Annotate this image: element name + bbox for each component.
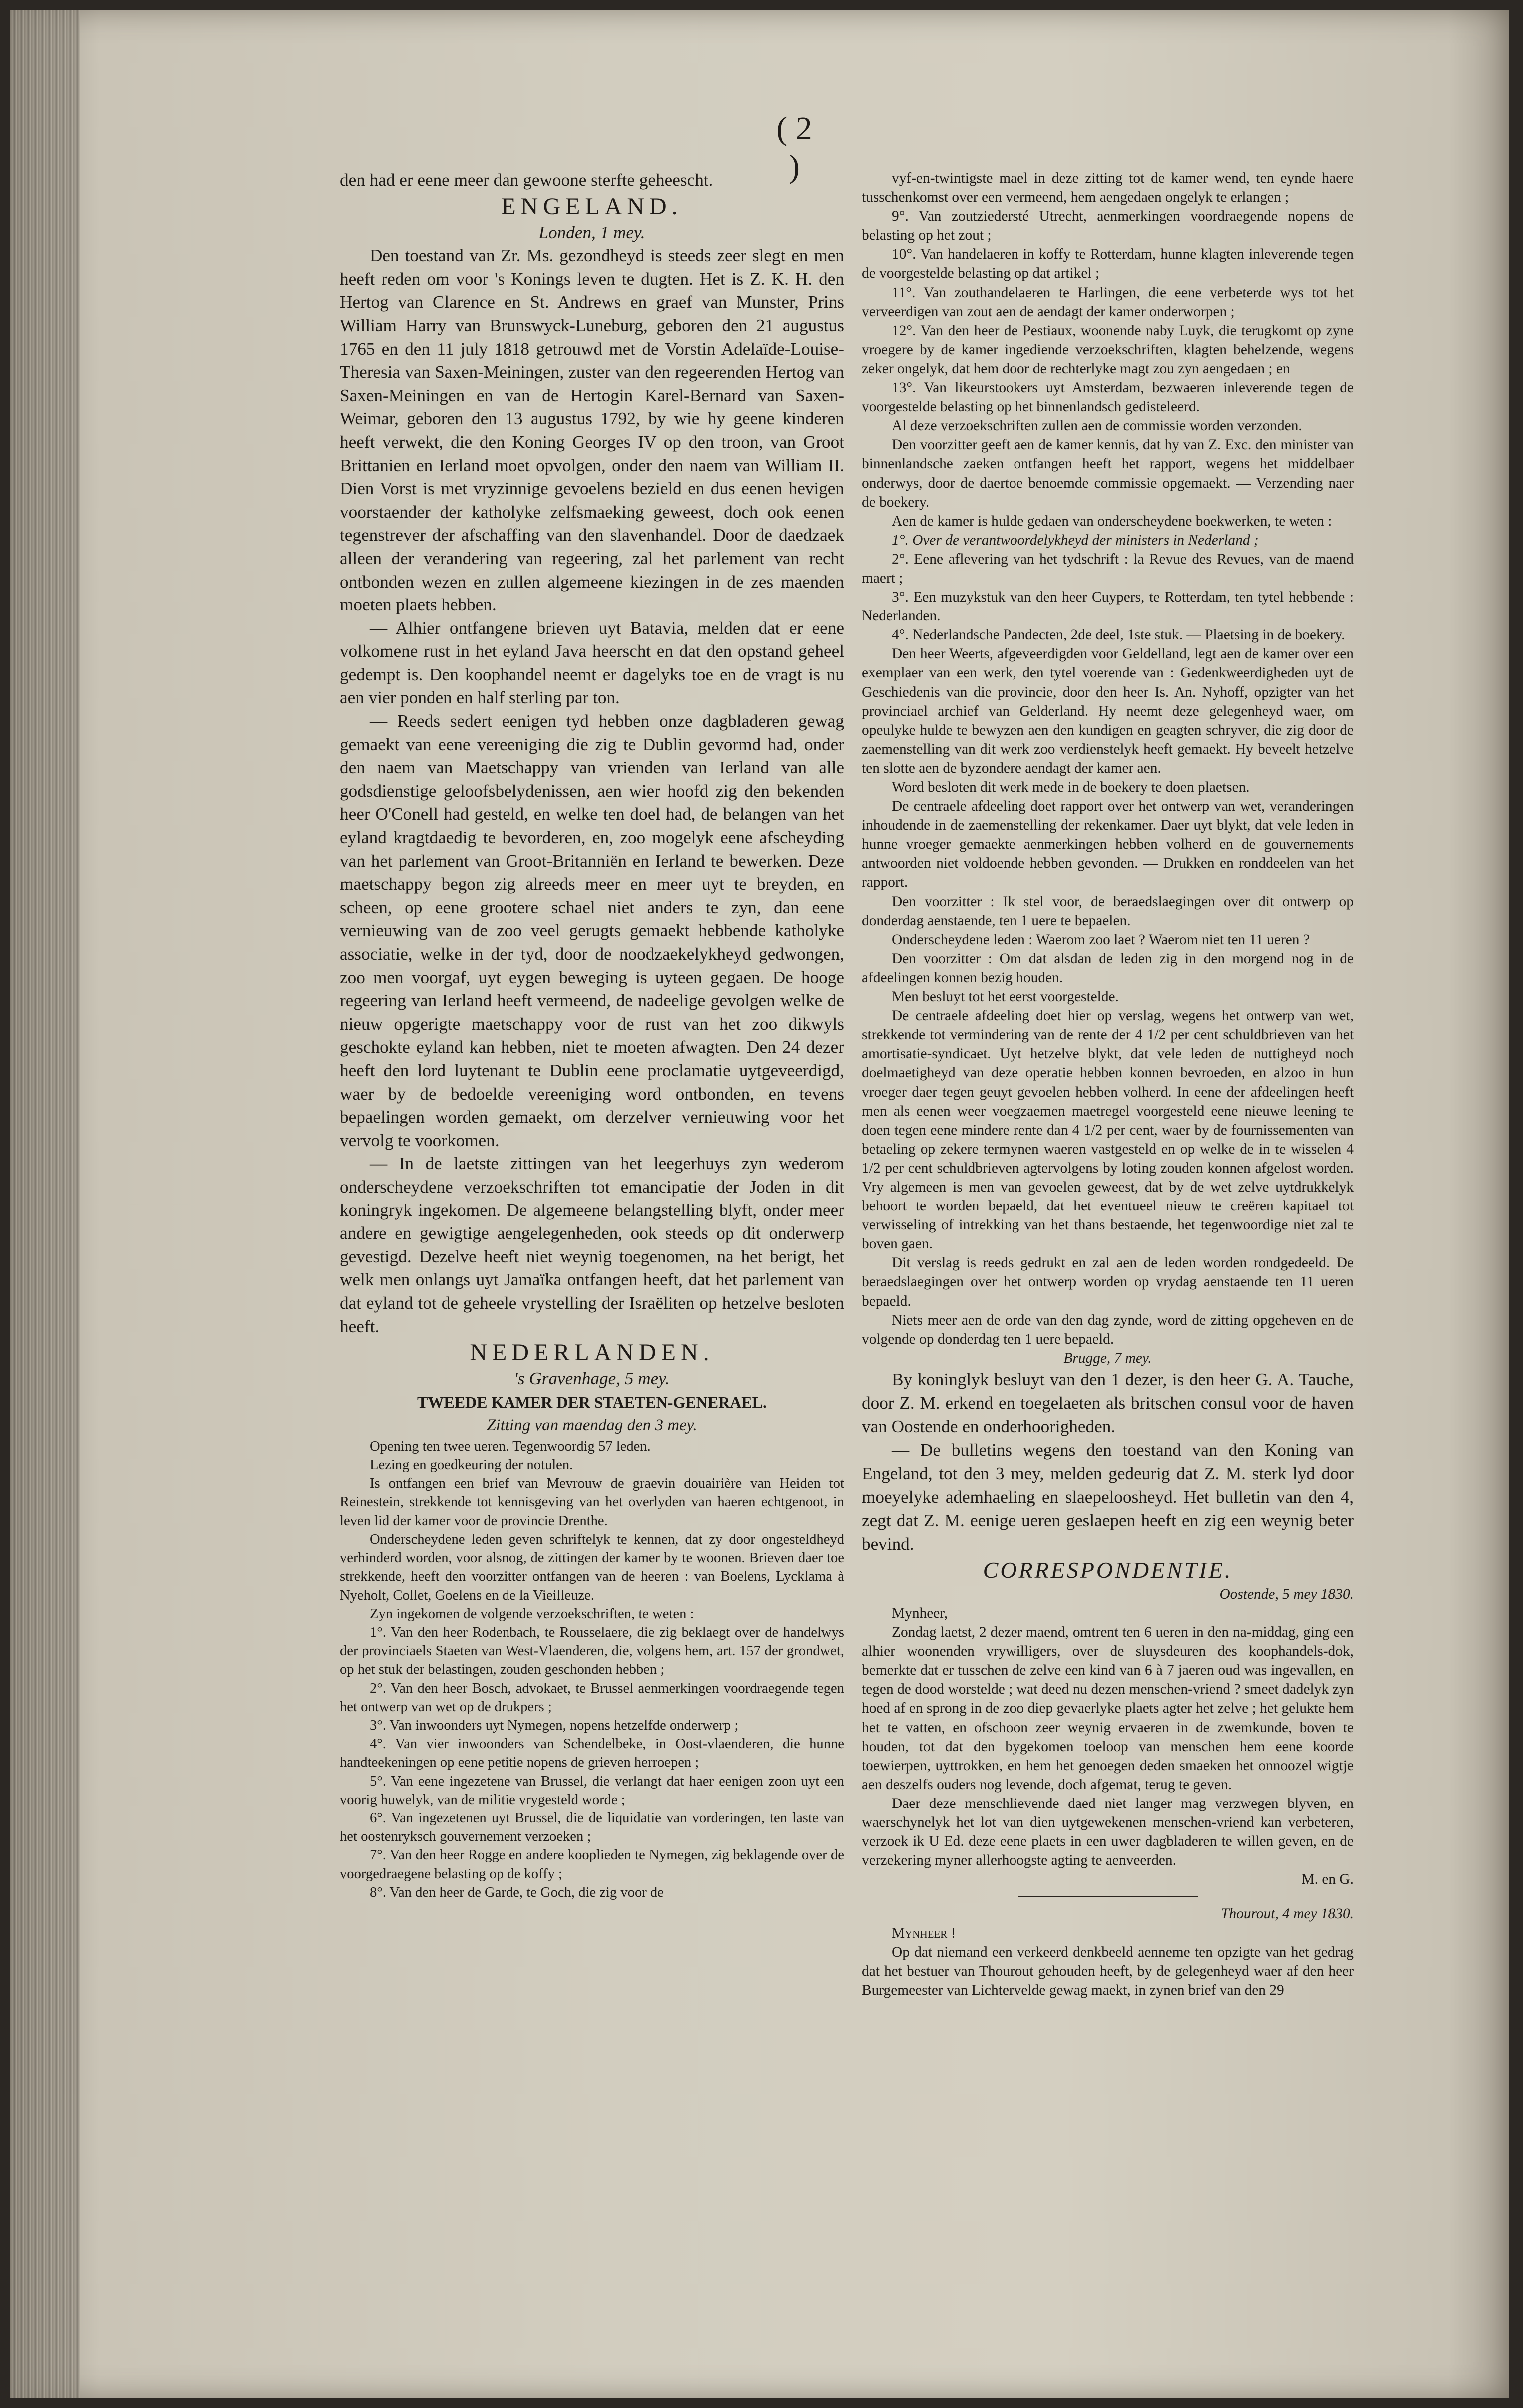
right-line: Den voorzitter : Om dat alsdan de leden zig in den morgend nog in de afdeelingen konnen bezig houden. (862, 950, 1354, 986)
session-lines (340, 1437, 844, 1902)
session-line: 6°. Van ingezetenen uyt Brussel, die de liquidatie van vorderingen, ten laste van het oostenryksch gouvernement verzoeken ; (340, 1810, 844, 1845)
page-stack-edge (10, 10, 80, 2398)
heading-netherlands: NEDERLANDEN. (470, 1339, 714, 1366)
dateline-thourout: Thourout, 4 mey 1830. (1221, 1906, 1354, 1922)
session-line: 3°. Van inwoonders uyt Nymegen, nopens hetzelfde onderwerp ; (370, 1717, 739, 1733)
session-line: 5°. Van eene ingezetene van Brussel, die verlangt dat haer eenigen zoon uyt een voorig huwelyk, van de militie vrygesteld worde ; (340, 1773, 844, 1807)
divider-rule (1018, 1896, 1198, 1897)
london-paragraph: Den toestand van Zr. Ms. gezondheyd is steeds zeer slegt en men heeft reden om voor 's Konings leven te dugten. Het is Z. K. H. den Hertog van Clarence en St. Andrews en graef van Munster, Prins William Harry van Brunswyck-Luneburg, geboren den 21 augustus 1765 en den 11 july 1818 getrouwd met de Vorstin Adelaïde-Louise-Theresia van Saxen-Meiningen, zuster van den regeerenden Hertog van Saxen-Meiningen en van de Hertogin Karel-Bernard van Saxen-Weimar, geboren den 13 augustus 1792, by wie hy geene kinderen heeft verwekt, die den Koning Georges IV op den troon, van Groot Brittanien en Ierland moet opvolgen, onder den naem van William II. Dien Vorst is met vryzinnige gevoelens bezield en dus eenen hevigen voorstaender der katholyke zelfsmaeking geweest, doch ook eenen tegenstrever der afschaffing van den slavenhandel. Door de daedzaek alleen der verandering van regeering, zal het parlement van recht ontbonden wezen en zullen algemeene kiezingen in de zes maenden moeten plaets hebben. (340, 246, 844, 615)
right-line: Aen de kamer is hulde gedaen van onderscheydene boekwerken, te weten : (892, 513, 1332, 529)
session-line: Lezing en goedkeuring der notulen. (370, 1457, 573, 1473)
batavia-paragraph: — Alhier ontfangene brieven uyt Batavia, melden dat er eene volkomene rust in het eyland Java heerscht en dat den opstand geheel gedempt is. Den koophandel neemt er dagelyks toe en de vragt is nu aen vier ponden en half sterling par ton. (340, 618, 844, 708)
dateline-hague: 's Gravenhage, 5 mey. (514, 1369, 670, 1389)
bruges-paragraph: By koninglyk besluyt van den 1 dezer, is den heer G. A. Tauche, door Z. M. erkend en toegelaeten als britschen consul voor de haven van Oostende en onderhoorigheden. (862, 1369, 1354, 1436)
right-line: Den heer Weerts, afgeveerdigden voor Geldelland, legt aen de kamer over een exemplaer van een werk, den tytel voerende van : Gedenkweerdigheden uyt de Geschiedenis van die provincie, door den heer Is. An. Nyhoff, opzigter van het provinciael archief van Gelderland. Hy neemt deze gelegenheyd waer, om opeulyke hulde te bewyzen aen den kundigen en geagten schryver, die zig door de zaemenstelling van dit werk zoo verdienstelyk heeft gemaekt. Hy beveelt hetzelve ten slotte aen de byzondere aendagt der kamer aen. (862, 646, 1354, 776)
right-line: Al deze verzoekschriften zullen aen de commissie worden verzonden. (892, 418, 1302, 434)
right-line: De centraele afdeeling doet rapport over het ontwerp van wet, veranderingen inhoudende in de zaemenstelling der rekenkamer. Daer uyt blykt, dat vele leden in hunne vroeger gemaekte aenmerkingen hebben volherd en de gouvernements antwoorden niet voldoende hebben gevonden. — Drukken en ronddeelen van het rapport. (862, 798, 1354, 891)
right-line: Men besluyt tot het eerst voorgestelde. (892, 989, 1119, 1005)
salutation-thourout: Mynheer ! (892, 1925, 956, 1941)
right-line: 3°. Een muzykstuk van den heer Cuypers, te Rotterdam, ten tytel hebbende : Nederlanden. (862, 589, 1354, 624)
dateline-london: Londen, 1 mey. (538, 222, 645, 242)
right-line: Dit verslag is reeds gedrukt en zal aen de leden worden rondgedeeld. De beraedslaegingen over het ontwerp worden op vrydag aenstaende ten 11 ueren bepaeld. (862, 1255, 1354, 1309)
right-line: 2°. Eene aflevering van het tydschrift : la Revue des Revues, van de maend maert ; (862, 551, 1354, 586)
opening-line: den had er eene meer dan gewoone sterfte geheescht. (340, 170, 713, 190)
dateline-bruges: Brugge, 7 mey. (1063, 1350, 1152, 1366)
thourout-paragraph: Op dat niemand een verkeerd denkbeeld aenneme ten opzigte van het gedrag dat het bestuer van Thourout gehouden heeft, by de gelegenheyd waer af den heer Burgemeester van Lichtervelde gewag maekt, in zynen brief van den 29 (862, 1944, 1354, 1998)
page-number: ( 2 ) (776, 110, 812, 185)
session-line: 4°. Van vier inwoonders van Schendelbeke, in Oost-vlaenderen, die hunne handteekeningen op eene petitie nopens de grieven herroepen ; (340, 1736, 844, 1771)
ostend-paragraph-1: Zondag laetst, 2 dezer maend, omtrent ten 6 ueren in den na-middag, ging een alhier woonenden vrywilligers, over de sluysdeuren des koophandels-dok, bemerkte dat er tusschen de zelve een kind van 6 à 7 jaeren oud was ingevallen, en tegen de dood worstelde ; wat deed nu dezen menschen-vriend ? smeet dadelyk zyn hoed af en sprong in de zoo diep gevaerlyke plaets agter het zelve ; het gelukte hem het te vatten, en ofschoon zeer weynig ervaeren in de zwemkunde, boven te houden, tot dat den bygekomen toeloop van menschen hem eene koorde toewierpen, uyttrokken, en hem het genoegen deden smaeken het onnoozel wigtje aen deszelfs ouders nog levende, doch afgemat, terug te geven. (862, 1624, 1354, 1793)
session-line: 2°. Van den heer Bosch, advokaet, te Brussel aenmerkingen voordraegende tegen het ontwerp van wet op de drukpers ; (340, 1680, 844, 1715)
session-line: 7°. Van den heer Rogge en andere kooplieden te Nymegen, zig beklagende over de voorgedraegene belasting op de koffy ; (340, 1847, 844, 1882)
dateline-ostend: Oostende, 5 mey 1830. (1219, 1586, 1354, 1602)
heading-england: ENGELAND. (501, 193, 683, 220)
session-line: 8°. Van den heer de Garde, te Goch, die zig voor de (370, 1884, 664, 1900)
jews-paragraph: — In de laetste zittingen van het leegerhuys zyn wederom onderscheydene verzoekschriften tot emancipatie der Joden in dit koningryk ingekomen. De algemeene belangstelling blyft, onder meer andere en gewigtige aengelegenheden, ook steeds op dit onderwerp gevestigd. Dezelve heeft niet weynig toegenomen, na het berigt, het welk men onlangs uyt Jamaïka ontfangen heeft, dat het parlement van dat eyland tot de geheele vrystelling der Israëliten op hetzelve besloten heeft. (340, 1154, 844, 1336)
right-line: De centraele afdeeling doet hier op verslag, wegens het ontwerp van wet, strekkende tot vermindering van de rente der 4 1/2 per cent schuldbrieven van het amortisatie-syndicaet. Uyt hetzelve blykt, dat vele leden de nuttigheyd noch doelmaetigheyd van deze operatie hebben konnen bevroeden, en alzoo in hun vroeger daer tegen geuyt gevoelen hebben volherd. In eene der afdeelingen heeft men als eenen weer voegzaemen maetregel voorgesteld eene nieuwe leening te doen tegen eene mindere rente dan 4 1/2 per cent, waer by de fournissementen van betaeling op zekere termynen waeren vastgesteld en op welke de in te wisselen 4 1/2 per cent schuldbrieven agtervolgens by loting zouden konnen afgelost worden. Vry algemeen is men van gevoelen geweest, dat by de wet zelve uytdrukkelyk behoort te worden bepaeld, dat het eventueel nieuw te creëren kapitael tot verwisseling of intrekking van het thans bestaende, het tegenwoordige niet zal te boven gaen. (862, 1008, 1354, 1252)
right-line: Niets meer aen de orde van den dag zynde, word de zitting opgeheven en de volgende op donderdag ten 1 uere bepaeld. (862, 1312, 1354, 1347)
session-line: Is ontfangen een brief van Mevrouw de graevin douairière van Heiden tot Reinestein, strekkende tot kennisgeving van het overlyden van haeren echtgenoot, in leven lid der kamer voor de provincie Drenthe. (340, 1476, 844, 1529)
right-line: 1°. Over de verantwoordelykheyd der ministers in Nederland ; (892, 532, 1259, 548)
right-line: Den voorzitter : Ik stel voor, de beraedslaegingen over dit ontwerp op donderdag aenstaende, ten 1 uere te bepaelen. (862, 893, 1354, 929)
right-line: 11°. Van zouthandelaeren te Harlingen, die eene verbeterde wys tot het verveerdigen van zout aen de aendagt der kamer onderworpen ; (862, 284, 1354, 320)
session-line: Opening ten twee ueren. Tegenwoordig 57 leden. (370, 1438, 651, 1454)
ireland-paragraph: — Reeds sedert eenigen tyd hebben onze dagbladeren gewag gemaekt van eene vereeniging die zig te Dublin gevormd had, onder den naem van Maetschappy van vrienden van Ierland van alle godsdienstige geloofsbelydenissen, aen wier hoofd zig den bekenden heer O'Conell had gesteld, en welke ten doel had, de belangen van het eyland kragtdaedig te bevorderen, en, zoo mogelyk eene afscheyding van het parlement van Groot-Britanniën en Ierland te bewerken. Deze maetschappy begon zig alreeds meer en meer uyt te breyden, en scheen, op eene grootere schael niet anders te zyn, dan eene vernieuwing van de zoo veel gerugts gemaekt hebbende katholyke associatie, welke in der tyd, door de noodzaekelykheyd gedwongen, zoo men voorgaf, uyt eygen beweging is uyteen gegaen. De hooge regeering van Ierland heeft vermeend, de nadeelige gevolgen welke de nieuw opgerigte maetschappy voor de rust van het zoo dikwyls geschokte eyland kan hebben, niet te moeten afwagten. Den 24 dezer heeft den lord luytenant te Dublin eene proclamatie uytgeveerdigd, waer by de bedoelde vereeniging word ontbonden, en tevens bepaelingen worden gemaekt, om derzelver vernieuwing voor het vervolg te voorkomen. (340, 711, 844, 1150)
right-line: 13°. Van likeurstookers uyt Amsterdam, bezwaeren inleverende tegen de voorgestelde belasting op het binnenlandsch gedisteleerd. (862, 380, 1354, 415)
session-line: Zyn ingekomen de volgende verzoekschriften, te weten : (370, 1606, 694, 1622)
right-line: vyf-en-twintigste mael in deze zitting tot de kamer wend, ten eynde haere tusschenkomst over een vermeend, hem aengedaen ongelyk te erlangen ; (862, 170, 1354, 206)
right-line: Onderscheydene leden : Waerom zoo laet ? Waerom niet ten 11 ueren ? (892, 931, 1310, 948)
ostend-signature: M. en G. (1301, 1871, 1354, 1888)
bulletins-paragraph: — De bulletins wegens den toestand van den Koning van Engeland, tot den 3 mey, melden gedeurig dat Z. M. sterk lyd door moeyelyke ademhaeling en slaepeloosheyd. Het bulletin van den 4, zegt dat Z. M. eenige ueren geslaepen heeft en zig een weynig beter bevind. (862, 1440, 1354, 1554)
right-line: 12°. Van den heer de Pestiaux, woonende naby Luyk, die terugkomt op zyne vroegere by de kamer ingediende verzoekschriften, klagten behelzende, wegens zeker ongelyk, dat hem door de rechterlyke magt zou zyn aengedaen ; en (862, 322, 1354, 377)
session-title: Zitting van maendag den 3 mey. (487, 1416, 697, 1435)
heading-correspondence: CORRESPONDENTIE. (983, 1557, 1233, 1583)
right-line: 4°. Nederlandsche Pandecten, 2de deel, 1ste stuk. — Plaetsing in de boekery. (892, 627, 1345, 643)
newspaper-page (10, 10, 1509, 2398)
session-line: Onderscheydene leden geven schriftelyk te kennen, dat zy door ongesteldheyd verhinderd worden, voor alsnog, de zittingen der kamer by te woonen. Brieven daer toe strekkende, heeft den voorzitter ontfangen van de heeren : van Boelens, Lycklama à Nyeholt, Collet, Goelens en de la Vieilleuze. (340, 1531, 844, 1603)
chamber-title: TWEEDE KAMER DER STAETEN-GENERAEL. (417, 1393, 767, 1411)
left-column (340, 169, 844, 1902)
right-line: Den voorzitter geeft aen de kamer kennis, dat hy van Z. Exc. den minister van binnenlandsche zaeken ontfangen heeft het rapport, wegens het middelbaer onderwys, door de daertoe benoemde commissie opgemaekt. — Verzending naer de boekery. (862, 437, 1354, 510)
session-line: 1°. Van den heer Rodenbach, te Rousselaere, die zig beklaegt over de handelwys der provinciaels Staeten van West-Vlaenderen, die, volgens hem, art. 157 der grondwet, op het stuk der belastingen, zouden geschonden hebben ; (340, 1624, 844, 1678)
right-line: 10°. Van handelaeren in koffy te Rotterdam, hunne klagten inleverende tegen de voorgestelde belasting op dat artikel ; (862, 246, 1354, 282)
right-line: Word besloten dit werk mede in de boekery te doen plaetsen. (892, 779, 1250, 795)
ostend-paragraph-2: Daer deze menschlievende daed niet langer mag verzwegen blyven, en waerschynelyk het lot van dien uytgewekenen menschen-vriend kan verbeteren, verzoek ik U Ed. deze eene plaets in een uwer dagbladeren te willen geven, en de verzekering myner allerhoogste agting te aenveerden. (862, 1795, 1354, 1869)
right-line: 9°. Van zoutziedersté Utrecht, aenmerkingen voordraegende nopens de belasting op het zout ; (862, 208, 1354, 244)
salutation-ostend: Mynheer, (892, 1605, 948, 1621)
right-column (862, 169, 1354, 2000)
